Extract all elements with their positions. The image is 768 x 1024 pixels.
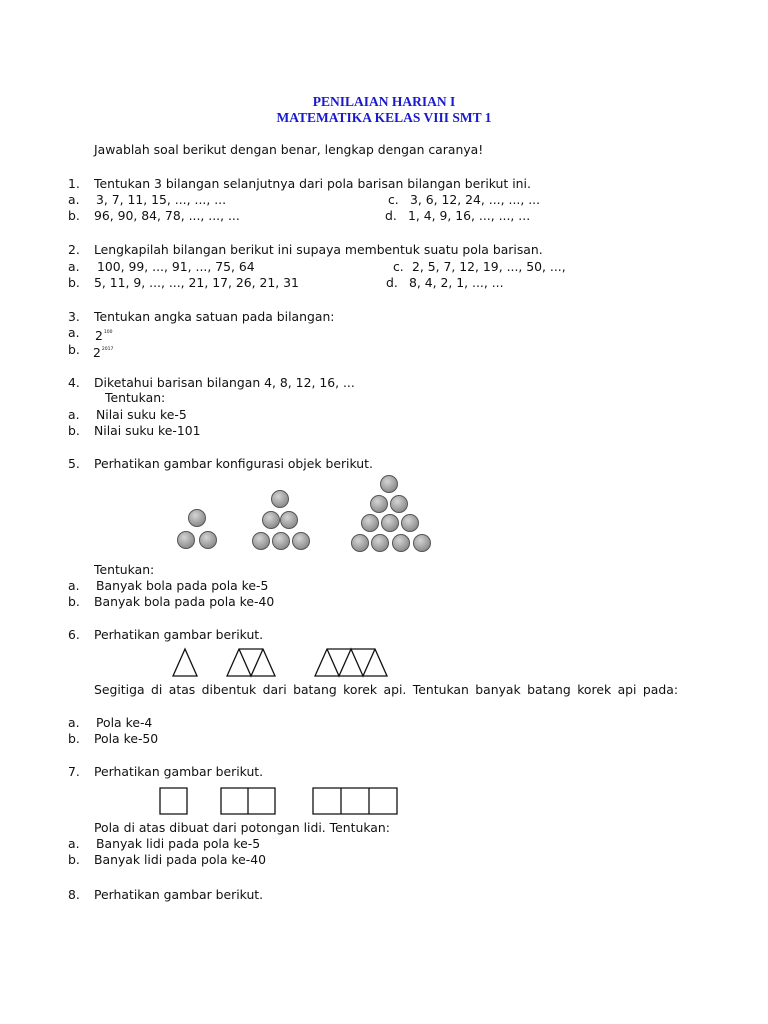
option-c: 3, 6, 12, 24, ..., ..., ... <box>410 192 541 207</box>
option-label: b. <box>68 423 80 438</box>
option-a: 3, 7, 11, 15, ..., ..., ... <box>96 192 227 207</box>
option-label: a. <box>68 407 80 422</box>
option-a: Nilai suku ke-5 <box>96 407 187 422</box>
option-label: b. <box>68 275 80 290</box>
question-text: Tentukan angka satuan pada bilangan: <box>94 309 335 324</box>
option-label: c. <box>393 259 404 274</box>
option-a: Banyak lidi pada pola ke-5 <box>96 836 261 851</box>
stick-square-figure <box>156 784 402 818</box>
option-b: 5, 11, 9, ..., ..., 21, 17, 26, 21, 31 <box>94 275 299 290</box>
ball <box>352 535 369 552</box>
page-subtitle: MATEMATIKA KELAS VIII SMT 1 <box>276 110 492 125</box>
triangle-pattern-3 <box>315 649 387 676</box>
ball-pattern-3 <box>352 476 431 552</box>
power-exponent: 100 <box>103 330 113 335</box>
ball <box>189 510 206 527</box>
matchstick-triangle-figure <box>165 643 397 679</box>
option-b: Banyak bola pada pola ke-40 <box>94 594 275 609</box>
option-label: b. <box>68 731 80 746</box>
option-a: 100, 99, ..., 91, ..., 75, 64 <box>97 259 255 274</box>
ball <box>263 512 280 529</box>
square-pattern-2 <box>221 788 275 814</box>
question-text: Lengkapilah bilangan berikut ini supaya membentuk suatu pola barisan. <box>94 242 543 257</box>
page-title: PENILAIAN HARIAN I <box>312 94 456 109</box>
question-text: Perhatikan gambar berikut. <box>94 764 264 779</box>
ball-pattern-2 <box>253 491 310 550</box>
question-description: Pola di atas dibuat dari potongan lidi. Tentukan: <box>94 820 390 835</box>
triangle-pattern-2 <box>227 649 275 676</box>
power-base: 2 <box>93 345 101 360</box>
instruction: Jawablah soal berikut dengan benar, lengkap dengan caranya! <box>94 142 484 157</box>
square-pattern-3 <box>313 788 397 814</box>
power-exponent: 2017 <box>101 347 114 352</box>
triangle-pattern-1 <box>173 649 197 676</box>
question-number: 7. <box>68 764 80 779</box>
option-a: Pola ke-4 <box>96 715 153 730</box>
question-text: Perhatikan gambar konfigurasi objek berikut. <box>94 456 373 471</box>
option-label: d. <box>385 208 397 223</box>
ball <box>402 515 419 532</box>
option-a: Banyak bola pada pola ke-5 <box>96 578 269 593</box>
question-text: Perhatikan gambar berikut. <box>94 627 264 642</box>
ball <box>200 532 217 549</box>
option-d: 1, 4, 9, 16, ..., ..., ... <box>408 208 531 223</box>
option-b: Pola ke-50 <box>94 731 159 746</box>
ball <box>372 535 389 552</box>
question-number: 6. <box>68 627 80 642</box>
ball <box>393 535 410 552</box>
option-label: c. <box>388 192 399 207</box>
option-label: b. <box>68 594 80 609</box>
option-label: a. <box>68 259 80 274</box>
question-number: 1. <box>68 176 80 191</box>
option-label: b. <box>68 342 80 357</box>
power-base: 2 <box>95 328 103 343</box>
question-text: Diketahui barisan bilangan 4, 8, 12, 16, ... <box>94 375 355 390</box>
question-subprompt: Tentukan: <box>105 390 166 405</box>
ball <box>273 533 290 550</box>
option-b: 96, 90, 84, 78, ..., ..., ... <box>94 208 240 223</box>
question-number: 5. <box>68 456 80 471</box>
question-text: Tentukan 3 bilangan selanjutnya dari pola barisan bilangan berikut ini. <box>94 176 531 191</box>
question-number: 8. <box>68 887 80 902</box>
ball <box>178 532 195 549</box>
square-pattern-1 <box>160 788 187 814</box>
question-subprompt: Tentukan: <box>94 562 155 577</box>
ball <box>293 533 310 550</box>
question-number: 3. <box>68 309 80 324</box>
ball <box>391 496 408 513</box>
option-d: 8, 4, 2, 1, ..., ... <box>409 275 504 290</box>
question-description: Segitiga di atas dibentuk dari batang korek api. Tentukan banyak batang korek api pada: <box>94 682 678 697</box>
ball <box>253 533 270 550</box>
option-label: b. <box>68 852 80 867</box>
option-b <box>93 342 113 361</box>
ball-pattern-figure <box>170 470 450 560</box>
ball <box>281 512 298 529</box>
ball-pattern-1 <box>178 510 217 549</box>
ball <box>272 491 289 508</box>
option-b: Banyak lidi pada pola ke-40 <box>94 852 266 867</box>
option-label: a. <box>68 192 80 207</box>
option-label: a. <box>68 715 80 730</box>
ball <box>414 535 431 552</box>
option-label: d. <box>386 275 398 290</box>
option-label: a. <box>68 578 80 593</box>
option-label: a. <box>68 836 80 851</box>
ball <box>381 476 398 493</box>
option-c: 2, 5, 7, 12, 19, ..., 50, ..., <box>412 259 566 274</box>
ball <box>382 515 399 532</box>
question-number: 2. <box>68 242 80 257</box>
ball <box>362 515 379 532</box>
question-text: Perhatikan gambar berikut. <box>94 887 264 902</box>
question-number: 4. <box>68 375 80 390</box>
option-label: a. <box>68 325 80 340</box>
option-label: b. <box>68 208 80 223</box>
ball <box>371 496 388 513</box>
option-b: Nilai suku ke-101 <box>94 423 201 438</box>
